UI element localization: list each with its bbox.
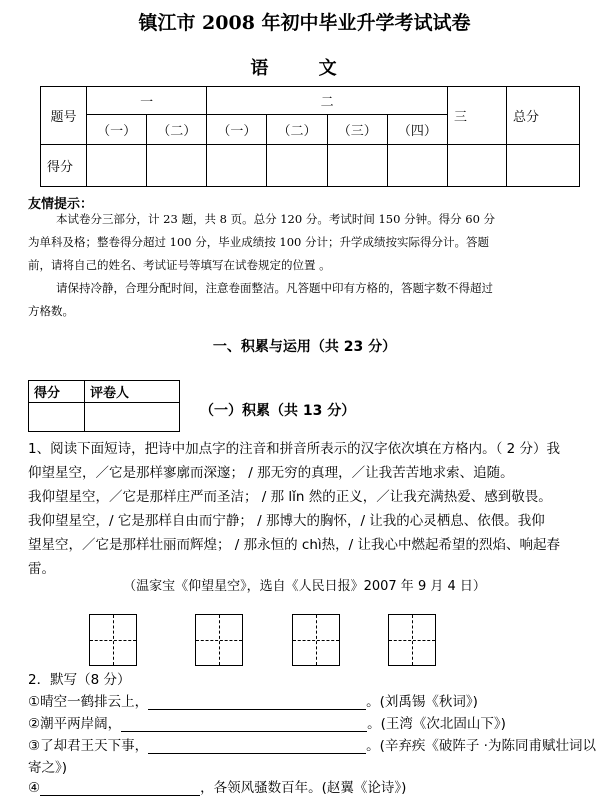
score-cell[interactable] [327, 145, 387, 187]
part-two-sub-1: （一） [207, 115, 267, 145]
tips-line: 为单科及格；整卷得分超过 100 分，毕业成绩按 100 分计；升学成绩按实际得分计。答题 [28, 235, 490, 249]
grader-score-label: 得分 [29, 381, 85, 403]
grader-score-cell[interactable] [29, 403, 85, 432]
dictation-line-3-cont: 寄之》) [28, 760, 68, 776]
score-cell[interactable] [147, 145, 207, 187]
dictation-blank[interactable] [148, 695, 366, 710]
grader-table [28, 380, 180, 432]
tips-line: 本试卷分三部分，计 23 题，共 8 页。总分 120 分。考试时间 150 分钟。得分 60 分 [56, 212, 496, 226]
poem-source: （温家宝《仰望星空》，选自《人民日报》2007 年 9 月 4 日） [123, 579, 486, 594]
q2-heading: 2．默写（8 分） [28, 672, 131, 688]
score-cell[interactable] [207, 145, 267, 187]
answer-box[interactable] [292, 614, 340, 666]
part-two-sub-4: （四） [387, 115, 447, 145]
answer-box[interactable] [195, 614, 243, 666]
exam-title: 镇江市 2008 年初中毕业升学考试试卷 [138, 12, 471, 34]
tips-heading: 友情提示： [28, 197, 94, 212]
score-cell[interactable] [267, 145, 327, 187]
part-two-header: 二 [207, 87, 448, 115]
score-table [40, 86, 580, 187]
score-row-label: 得分 [41, 145, 87, 187]
score-cell[interactable] [387, 145, 447, 187]
tips-text [28, 208, 584, 323]
part-one-sub-1: （一） [87, 115, 147, 145]
score-cell[interactable] [507, 145, 580, 187]
question-number-label: 题号 [41, 87, 87, 145]
part-one-header: 一 [87, 87, 207, 115]
dictation-blank[interactable] [148, 739, 366, 754]
subject-title: 语 文 [250, 58, 359, 79]
q1-line: 我仰望星空，/ 它是那样自由而宁静； / 那博大的胸怀，/ 让我的心灵栖息、依偎。我仰 [28, 513, 545, 529]
q1-line: 望星空，／它是那样壮丽而辉煌； / 那永恒的 chì热，/ 让我心中燃起希望的烈焰、响起春 [28, 537, 560, 553]
tips-line: 方格数。 [28, 304, 74, 318]
subsection-title: （一）积累（共 13 分） [200, 403, 356, 419]
part-one-sub-2: （二） [147, 115, 207, 145]
dictation-line-2: ②潮平两岸阔， 。(王湾《次北固山下》) [28, 716, 506, 732]
score-cell[interactable] [448, 145, 507, 187]
q1-line: 仰望星空，／它是那样寥廓而深邃； / 那无穷的真理，／让我苦苦地求索、追随。 [28, 465, 514, 481]
grader-person-cell[interactable] [85, 403, 180, 432]
question-1 [28, 437, 588, 581]
grader-person-label: 评卷人 [85, 381, 180, 403]
dictation-blank[interactable] [40, 781, 200, 796]
q1-line: 雷。 [28, 561, 55, 577]
part-two-sub-3: （三） [327, 115, 387, 145]
part-three-header: 三 [448, 87, 507, 145]
answer-box[interactable] [388, 614, 436, 666]
q1-line: 我仰望星空，／它是那样庄严而圣洁； / 那 lǐn 然的正义，／让我充满热爱、感到敬畏。 [28, 489, 552, 505]
part-two-sub-2: （二） [267, 115, 327, 145]
section-title: 一、积累与运用（共 23 分） [212, 339, 397, 355]
dictation-line-4: ④ ，各领风骚数百年。(赵翼《论诗》) [28, 780, 407, 796]
q1-line: 1、阅读下面短诗，把诗中加点字的注音和拼音所表示的汉字依次填在方格内。（ 2 分）我 [28, 441, 561, 457]
total-header: 总分 [507, 87, 580, 145]
dictation-blank[interactable] [121, 717, 367, 732]
tips-line: 请保持冷静，合理分配时间，注意卷面整洁。凡答题中印有方格的，答题字数不得超过 [56, 281, 493, 295]
answer-box[interactable] [89, 614, 137, 666]
score-cell[interactable] [87, 145, 147, 187]
dictation-line-3: ③了却君王天下事， 。(辛弃疾《破阵子 ·为陈同甫赋壮词以 [28, 738, 596, 754]
dictation-line-1: ①晴空一鹤排云上， 。(刘禹锡《秋词》) [28, 694, 478, 710]
tips-line: 前，请将自己的姓名、考试证号等填写在试卷规定的位置 。 [28, 258, 331, 272]
